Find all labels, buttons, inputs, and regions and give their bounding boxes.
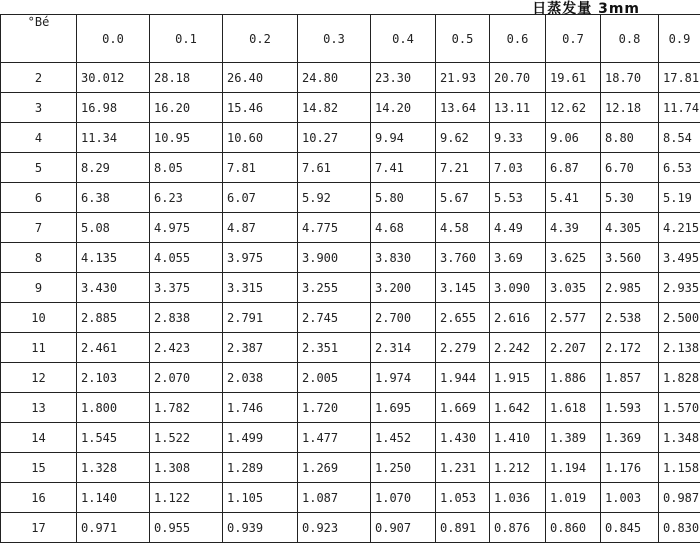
table-cell: 1.105: [223, 483, 298, 513]
table-row: [1, 363, 700, 393]
table-cell: 9.33: [490, 123, 546, 153]
table-cell: 2.791: [223, 303, 298, 333]
table-cell: 1.828: [659, 363, 700, 393]
table-cell: 0.971: [77, 513, 150, 543]
table-cell: 2.242: [490, 333, 546, 363]
table-row: [1, 63, 700, 93]
table-cell: 2.423: [150, 333, 223, 363]
table-cell: 3.560: [601, 243, 659, 273]
table-cell: 1.522: [150, 423, 223, 453]
column-header: 0.6: [490, 15, 546, 63]
table-cell: 1.140: [77, 483, 150, 513]
table-cell: 1.570: [659, 393, 700, 423]
table-cell: 3.375: [150, 273, 223, 303]
table-cell: 1.036: [490, 483, 546, 513]
table-cell: 3.035: [546, 273, 601, 303]
row-header-be: 2: [1, 63, 77, 93]
table-cell: 2.935: [659, 273, 700, 303]
table-cell: 8.29: [77, 153, 150, 183]
column-header: 0.1: [150, 15, 223, 63]
table-row: [1, 303, 700, 333]
table-cell: 2.387: [223, 333, 298, 363]
table-cell: 0.876: [490, 513, 546, 543]
table-cell: 1.003: [601, 483, 659, 513]
table-cell: 24.80: [298, 63, 371, 93]
table-cell: 1.857: [601, 363, 659, 393]
table-cell: 1.308: [150, 453, 223, 483]
table-cell: 9.94: [371, 123, 436, 153]
table-cell: 0.891: [436, 513, 490, 543]
table-cell: 1.348: [659, 423, 700, 453]
table-cell: 1.452: [371, 423, 436, 453]
table-cell: 0.955: [150, 513, 223, 543]
table-cell: 2.616: [490, 303, 546, 333]
row-header-be: 12: [1, 363, 77, 393]
table-cell: 4.39: [546, 213, 601, 243]
table-cell: 5.19: [659, 183, 700, 213]
table-cell: 4.215: [659, 213, 700, 243]
table-row: [1, 483, 700, 513]
row-header-be: 13: [1, 393, 77, 423]
table-cell: 2.700: [371, 303, 436, 333]
table-cell: 12.62: [546, 93, 601, 123]
table-cell: 2.005: [298, 363, 371, 393]
table-cell: 3.090: [490, 273, 546, 303]
table-cell: 2.577: [546, 303, 601, 333]
table-cell: 1.194: [546, 453, 601, 483]
table-cell: 4.87: [223, 213, 298, 243]
table-cell: 3.830: [371, 243, 436, 273]
table-cell: 1.499: [223, 423, 298, 453]
row-header-be: 10: [1, 303, 77, 333]
column-header: 0.4: [371, 15, 436, 63]
table-cell: 3.315: [223, 273, 298, 303]
table-cell: 4.68: [371, 213, 436, 243]
table-row: [1, 273, 700, 303]
table-row: [1, 213, 700, 243]
row-header-be: 5: [1, 153, 77, 183]
table-cell: 9.06: [546, 123, 601, 153]
table-cell: 5.67: [436, 183, 490, 213]
table-cell: 9.62: [436, 123, 490, 153]
table-cell: 5.53: [490, 183, 546, 213]
table-cell: 30.012: [77, 63, 150, 93]
table-cell: 1.250: [371, 453, 436, 483]
table-cell: 1.070: [371, 483, 436, 513]
table-cell: 1.389: [546, 423, 601, 453]
table-cell: 0.830: [659, 513, 700, 543]
table-cell: 1.618: [546, 393, 601, 423]
table-cell: 5.30: [601, 183, 659, 213]
table-cell: 3.69: [490, 243, 546, 273]
table-cell: 6.70: [601, 153, 659, 183]
table-cell: 2.838: [150, 303, 223, 333]
table-cell: 3.430: [77, 273, 150, 303]
table-cell: 8.54: [659, 123, 700, 153]
table-cell: 2.314: [371, 333, 436, 363]
table-cell: 6.23: [150, 183, 223, 213]
row-header-be: 8: [1, 243, 77, 273]
table-cell: 1.328: [77, 453, 150, 483]
table-cell: 2.351: [298, 333, 371, 363]
table-cell: 6.87: [546, 153, 601, 183]
table-cell: 23.30: [371, 63, 436, 93]
table-cell: 1.746: [223, 393, 298, 423]
table-cell: 1.800: [77, 393, 150, 423]
table-cell: 5.92: [298, 183, 371, 213]
table-cell: 16.98: [77, 93, 150, 123]
table-cell: 2.461: [77, 333, 150, 363]
table-cell: 17.81: [659, 63, 700, 93]
row-header-be: 6: [1, 183, 77, 213]
table-cell: 16.20: [150, 93, 223, 123]
table-cell: 1.593: [601, 393, 659, 423]
column-header: 0.9: [659, 15, 700, 63]
table-cell: 21.93: [436, 63, 490, 93]
table-cell: 4.305: [601, 213, 659, 243]
table-cell: 11.74: [659, 93, 700, 123]
table-cell: 5.41: [546, 183, 601, 213]
table-row: [1, 123, 700, 153]
table-row: [1, 513, 700, 543]
row-header-be: 7: [1, 213, 77, 243]
table-cell: 4.055: [150, 243, 223, 273]
table-cell: 8.05: [150, 153, 223, 183]
table-cell: 1.158: [659, 453, 700, 483]
table-cell: 3.900: [298, 243, 371, 273]
table-row: [1, 453, 700, 483]
table-cell: 26.40: [223, 63, 298, 93]
row-header-be: 9: [1, 273, 77, 303]
table-cell: 7.81: [223, 153, 298, 183]
table-caption: 日蒸发量 3mm: [532, 1, 640, 17]
row-header-be: 15: [1, 453, 77, 483]
row-header-be: 14: [1, 423, 77, 453]
table-cell: 20.70: [490, 63, 546, 93]
table-cell: 1.053: [436, 483, 490, 513]
table-cell: 2.103: [77, 363, 150, 393]
table-cell: 2.500: [659, 303, 700, 333]
table-cell: 3.975: [223, 243, 298, 273]
table-cell: 2.070: [150, 363, 223, 393]
column-header: 0.7: [546, 15, 601, 63]
table-cell: 13.11: [490, 93, 546, 123]
table-cell: 4.58: [436, 213, 490, 243]
table-cell: 1.269: [298, 453, 371, 483]
table-cell: 10.95: [150, 123, 223, 153]
table-row: [1, 393, 700, 423]
table-row: [1, 243, 700, 273]
table-cell: 3.200: [371, 273, 436, 303]
table-cell: 3.145: [436, 273, 490, 303]
table-cell: 12.18: [601, 93, 659, 123]
table-row: [1, 333, 700, 363]
table-cell: 0.845: [601, 513, 659, 543]
table-cell: 4.49: [490, 213, 546, 243]
table-row: [1, 423, 700, 453]
table-cell: 3.625: [546, 243, 601, 273]
table-cell: 14.20: [371, 93, 436, 123]
table-cell: 4.775: [298, 213, 371, 243]
table-row: [1, 153, 700, 183]
table-cell: 1.231: [436, 453, 490, 483]
table-row: [1, 183, 700, 213]
column-header: 0.5: [436, 15, 490, 63]
row-header-be: 4: [1, 123, 77, 153]
table-cell: 1.642: [490, 393, 546, 423]
table-cell: 13.64: [436, 93, 490, 123]
evaporation-table: [0, 14, 700, 543]
table-cell: 4.975: [150, 213, 223, 243]
table-cell: 0.939: [223, 513, 298, 543]
table-cell: 2.538: [601, 303, 659, 333]
table-cell: 1.915: [490, 363, 546, 393]
table-cell: 1.669: [436, 393, 490, 423]
table-cell: 7.41: [371, 153, 436, 183]
table-cell: 7.21: [436, 153, 490, 183]
table-cell: 8.80: [601, 123, 659, 153]
column-header-be: °Bé: [1, 15, 77, 63]
table-cell: 2.207: [546, 333, 601, 363]
table-cell: 3.495: [659, 243, 700, 273]
table-cell: 1.477: [298, 423, 371, 453]
table-cell: 5.08: [77, 213, 150, 243]
table-cell: 6.38: [77, 183, 150, 213]
table-cell: 6.07: [223, 183, 298, 213]
row-header-be: 11: [1, 333, 77, 363]
table-cell: 14.82: [298, 93, 371, 123]
table-cell: 18.70: [601, 63, 659, 93]
table-cell: 2.038: [223, 363, 298, 393]
table-cell: 15.46: [223, 93, 298, 123]
table-cell: 7.03: [490, 153, 546, 183]
table-cell: 1.545: [77, 423, 150, 453]
table-cell: 1.176: [601, 453, 659, 483]
table-row: [1, 93, 700, 123]
table-cell: 7.61: [298, 153, 371, 183]
column-header: 0.3: [298, 15, 371, 63]
table-cell: 1.886: [546, 363, 601, 393]
table-cell: 1.430: [436, 423, 490, 453]
table-cell: 6.53: [659, 153, 700, 183]
column-header: 0.0: [77, 15, 150, 63]
header-row: [1, 15, 700, 63]
table-cell: 3.255: [298, 273, 371, 303]
table-cell: 10.27: [298, 123, 371, 153]
table-cell: 28.18: [150, 63, 223, 93]
table-cell: 2.655: [436, 303, 490, 333]
table-cell: 0.923: [298, 513, 371, 543]
table-cell: 2.279: [436, 333, 490, 363]
table-cell: 2.138: [659, 333, 700, 363]
table-cell: 1.410: [490, 423, 546, 453]
table-cell: 1.974: [371, 363, 436, 393]
table-cell: 11.34: [77, 123, 150, 153]
table-cell: 1.122: [150, 483, 223, 513]
row-header-be: 16: [1, 483, 77, 513]
table-cell: 1.782: [150, 393, 223, 423]
table-cell: 1.289: [223, 453, 298, 483]
row-header-be: 17: [1, 513, 77, 543]
table-cell: 2.985: [601, 273, 659, 303]
table-cell: 3.760: [436, 243, 490, 273]
table-cell: 1.019: [546, 483, 601, 513]
table-cell: 5.80: [371, 183, 436, 213]
table-cell: 0.907: [371, 513, 436, 543]
table-cell: 2.172: [601, 333, 659, 363]
table-cell: 4.135: [77, 243, 150, 273]
table-cell: 1.212: [490, 453, 546, 483]
row-header-be: 3: [1, 93, 77, 123]
table-cell: 1.720: [298, 393, 371, 423]
table-cell: 0.987: [659, 483, 700, 513]
table-cell: 1.944: [436, 363, 490, 393]
table-cell: 1.087: [298, 483, 371, 513]
table-cell: 2.745: [298, 303, 371, 333]
table-cell: 0.860: [546, 513, 601, 543]
table-cell: 2.885: [77, 303, 150, 333]
table-cell: 1.695: [371, 393, 436, 423]
table-cell: 10.60: [223, 123, 298, 153]
table-cell: 19.61: [546, 63, 601, 93]
column-header: 0.8: [601, 15, 659, 63]
table-cell: 1.369: [601, 423, 659, 453]
column-header: 0.2: [223, 15, 298, 63]
